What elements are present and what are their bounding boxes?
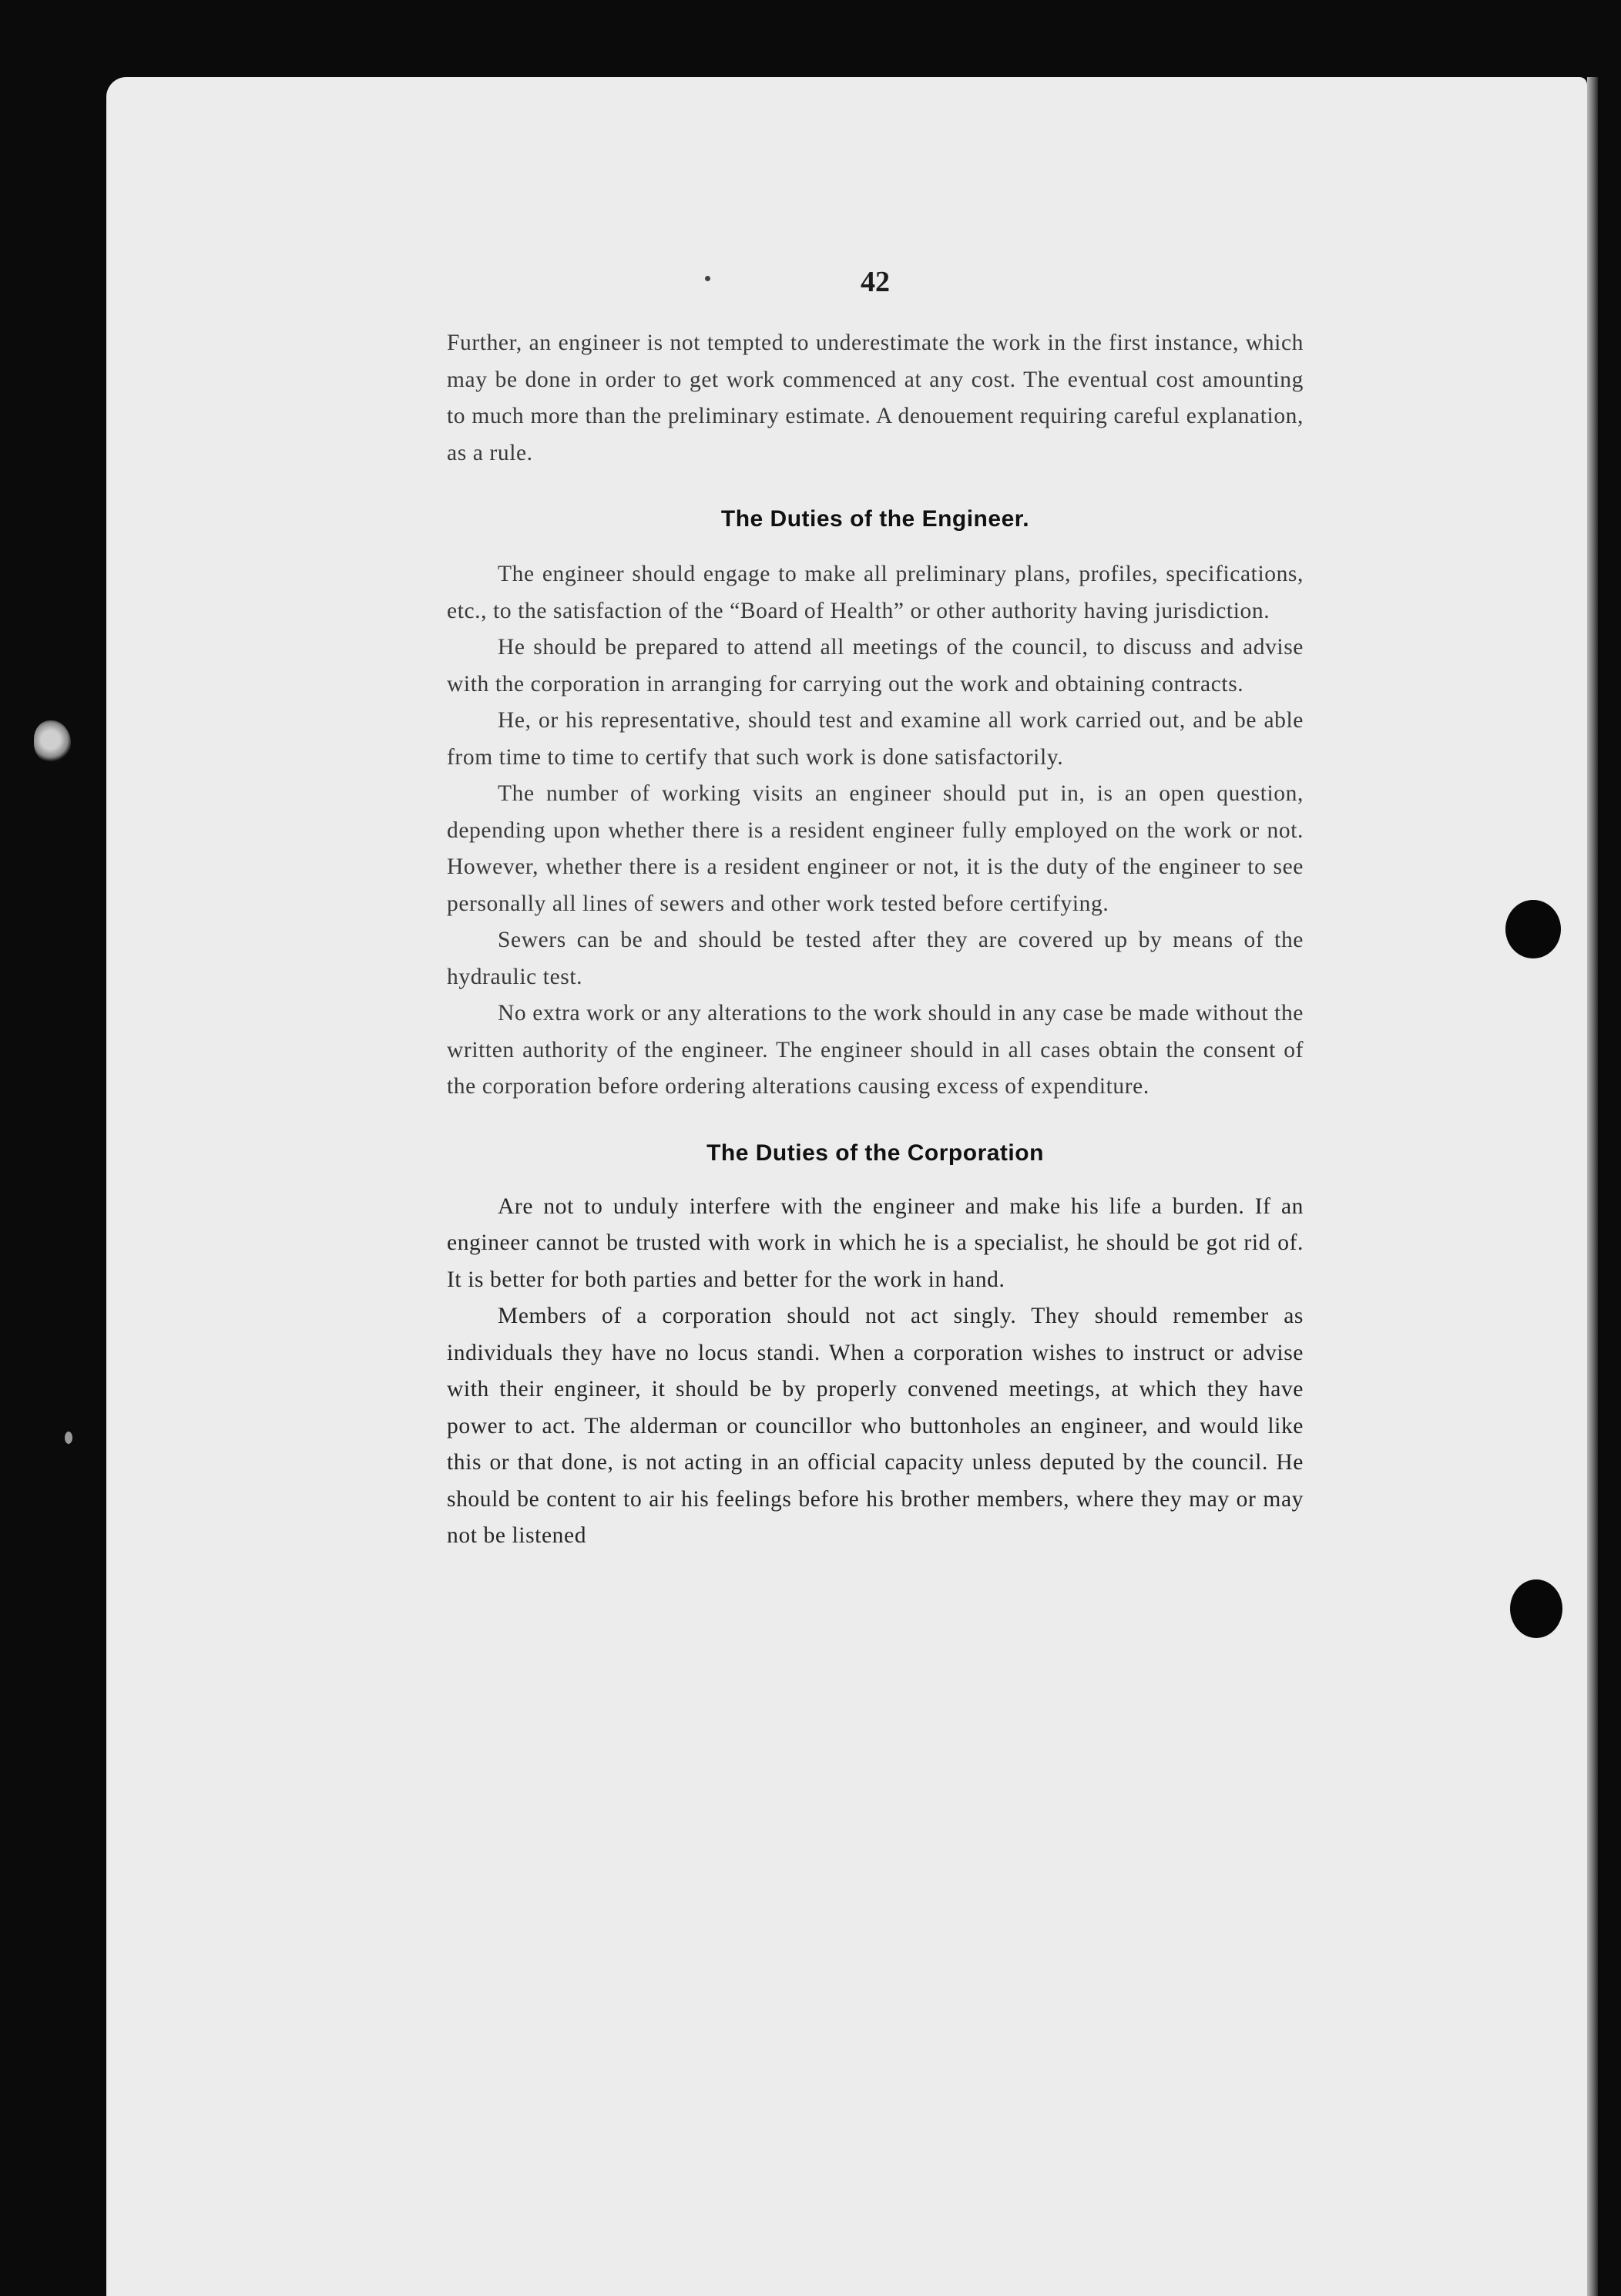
binding-hole-upper (1505, 900, 1561, 958)
binding-hole-lower (1510, 1579, 1562, 1638)
engineer-paragraph: No extra work or any alterations to the work should in any case be made without the written authority of the engineer. The engineer should in all cases obtain the consent of the corporation before ordering alterations causing excess of expenditure. (447, 1001, 1304, 1099)
engineer-paragraph: Sewers can be and should be tested after they are covered up by means of the hydraulic test. (447, 928, 1304, 989)
margin-ink-blot (34, 720, 71, 764)
page-number: 42 (861, 266, 890, 298)
page-edge-shadow (1587, 77, 1598, 2296)
engineer-paragraph: The engineer should engage to make all preliminary plans, profiles, specifications, etc., to the satisfaction of the “Board of Health” or other authority having jurisdiction. (447, 562, 1304, 623)
margin-ink-dot (65, 1432, 72, 1444)
opening-paragraph: Further, an engineer is not tempted to underestimate the work in the first instance, which may be done in order to get work commenced at any cost. The eventual cost amounting to much more than the preliminary estimate. A denouement requiring careful explanation, as a rule. (447, 331, 1304, 465)
engineer-paragraph: He, or his representative, should test and examine all work carried out, and be able from time to time to certify that such work is done satisfactorily. (447, 708, 1304, 770)
corporation-paragraph: Are not to unduly interfere with the engineer and make his life a burden. If an engineer cannot be trusted with work in which he is a specialist, he should be got rid of. It is better for both parties and better for the work in hand. (447, 1193, 1304, 1292)
section-heading-corporation: The Duties of the Corporation (706, 1140, 1044, 1166)
corporation-paragraph: Members of a corporation should not act singly. They should remember as individuals they have no locus standi. When a corporation wishes to instruct or advise with their engineer, it should be by properly convened meetings, at which they have power to act. The alderman or councillor who buttonholes an engineer, and would like this or that done, is not acting in an official capacity unless deputed by the council. He should be content to air his feelings before his brother members, where they may or may not be listened (447, 1304, 1304, 1548)
section-heading-engineer: The Duties of the Engineer. (720, 506, 1030, 532)
engineer-paragraph: The number of working visits an engineer should put in, is an open question, depending upon whether there is a resident engineer fully employed on the work or not. However, whether there is a resident engineer or not, it is the duty of the engineer to see personally all lines of sewers and other work tested before certifying. (447, 781, 1304, 916)
page-content (447, 262, 1304, 1555)
engineer-paragraph: He should be prepared to attend all meetings of the council, to discuss and advise with the corporation in arranging for carrying out the work and obtaining contracts. (447, 635, 1304, 697)
